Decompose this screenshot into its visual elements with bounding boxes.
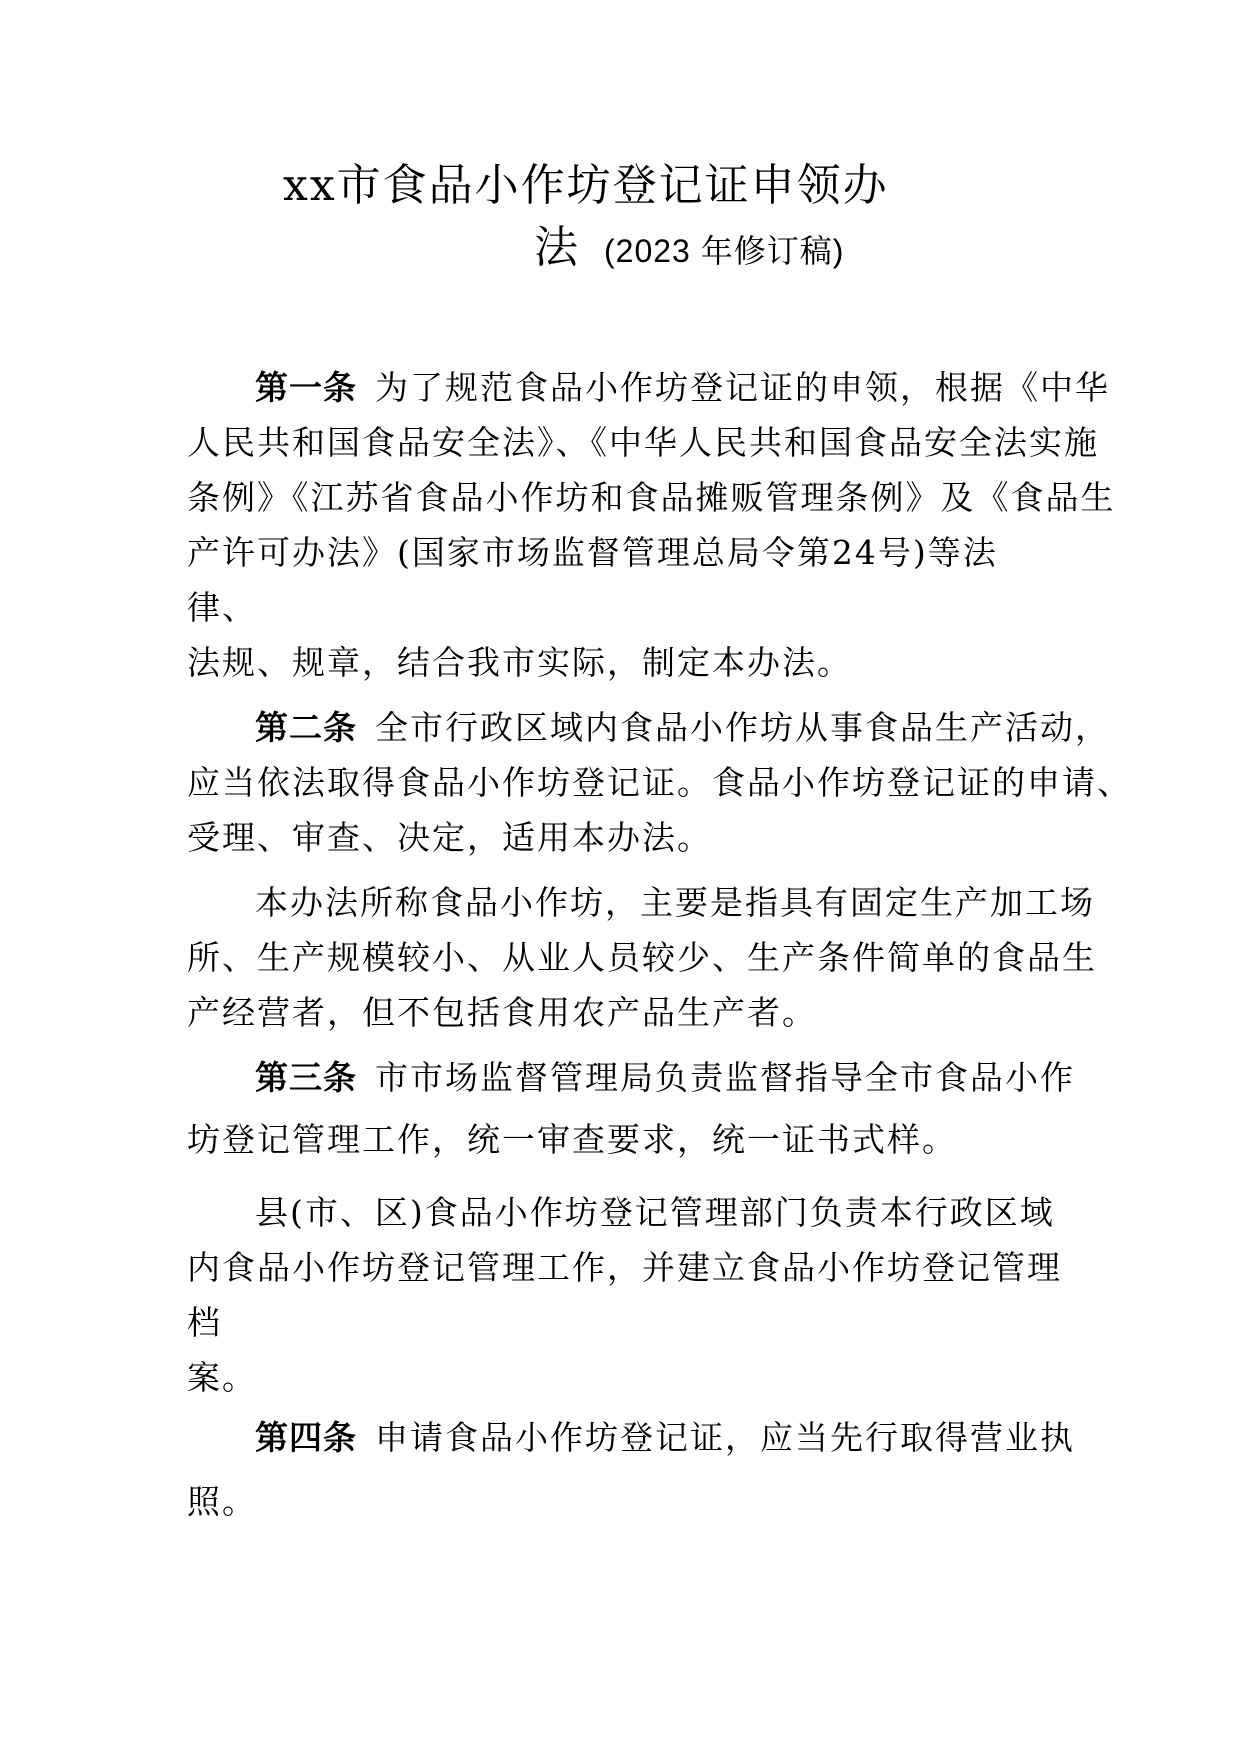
article-4-line-1 (255, 1418, 1075, 1458)
article-3-heading: 第三条 (255, 1058, 357, 1097)
article-1-line-6: 法规、规章，结合我市实际，制定本办法。 (187, 643, 852, 682)
article-1-line-5: 律、 (187, 588, 257, 627)
article-1-line-2: 人民共和国食品安全法》、《中华人民共和国食品安全法实施 (187, 423, 1099, 462)
article-3-para2-line-1: 县(市、区)食品小作坊登记管理部门负责本行政区域 (255, 1193, 1055, 1232)
article-1-line-3: 条例》《江苏省食品小作坊和食品摊贩管理条例》及《食品生 (187, 478, 1116, 517)
article-1-line-4: 产许可办法》(国家市场监督管理总局令第24号)等法 (187, 533, 998, 572)
document-title-line-2 (534, 220, 844, 279)
article-2-para2-line-2: 所、生产规模较小、从业人员较少、生产条件简单的食品生 (187, 938, 1097, 977)
article-4-heading: 第四条 (255, 1418, 357, 1457)
article-1-text: 为了规范食品小作坊登记证的申领，根据《中华 (375, 368, 1110, 407)
document-title-subtitle: (2023 年修订稿) (604, 233, 845, 269)
document-title-line-1: xx市食品小作坊登记证申领办 (283, 160, 889, 211)
article-3-para2-line-2: 内食品小作坊登记管理工作，并建立食品小作坊登记管理 (187, 1248, 1062, 1287)
article-3-line-1 (255, 1058, 1075, 1098)
article-3-para2-line-4: 案。 (187, 1358, 257, 1397)
article-1-heading: 第一条 (255, 368, 357, 407)
article-2-para2-line-1: 本办法所称食品小作坊，主要是指具有固定生产加工场 (255, 883, 1095, 922)
article-2-line-2: 应当依法取得食品小作坊登记证。食品小作坊登记证的申请、 (187, 763, 1132, 802)
document-title-main: 法 (534, 222, 578, 273)
article-2-line-1 (255, 708, 1110, 748)
article-4-line-2: 照。 (187, 1482, 257, 1521)
article-3-text: 市市场监督管理局负责监督指导全市食品小作 (375, 1058, 1075, 1097)
article-2-text: 全市行政区域内食品小作坊从事食品生产活动， (375, 708, 1110, 747)
article-2-heading: 第二条 (255, 708, 357, 747)
article-3-line-2: 坊登记管理工作，统一审查要求，统一证书式样。 (187, 1120, 957, 1159)
article-2-para2-line-3: 产经营者，但不包括食用农产品生产者。 (187, 993, 817, 1032)
article-4-text: 申请食品小作坊登记证，应当先行取得营业执 (375, 1418, 1075, 1457)
article-3-para2-line-3: 档 (187, 1303, 222, 1342)
article-1-line-1 (255, 368, 1110, 408)
article-2-line-3: 受理、审查、决定，适用本办法。 (187, 818, 712, 857)
